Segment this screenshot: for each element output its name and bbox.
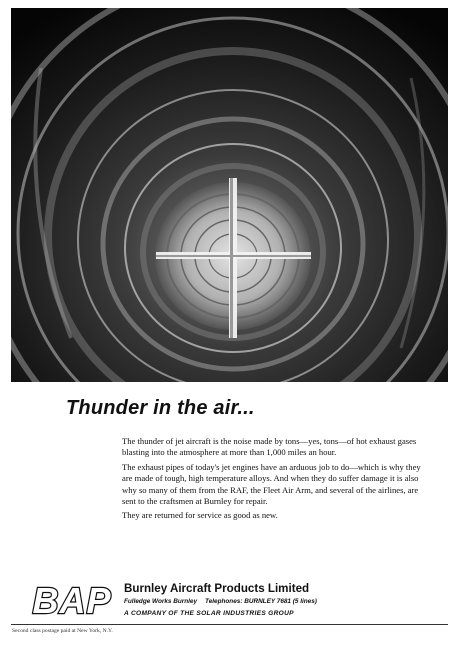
body-paragraph: The thunder of jet aircraft is the noise made by tons—yes, tons—of hot exhaust gases blasting into the atmosphere at more than 1,000 miles an hour. [122,436,417,458]
body-paragraph: They are returned for service as good as new. [122,510,278,521]
postage-note: Second class postage paid at New York, N.Y. [12,628,113,634]
telephone: Telephones: BURNLEY 7681 (5 lines) [205,598,317,605]
footer-divider [11,624,448,625]
group-affiliation: A COMPANY OF THE SOLAR INDUSTRIES GROUP [124,610,294,617]
logo-text: BAP [32,582,112,618]
exhaust-pipe-illustration [11,8,448,382]
jet-exhaust-pipe-photo [11,8,448,382]
works-address: Fulledge Works Burnley [124,598,198,605]
company-name: Burnley Aircraft Products Limited [124,582,310,595]
body-paragraph: The exhaust pipes of today's jet engines have an arduous job to do—which is why they are made of tough, high temperature alloys. And when they do suffer damage it is also why so many of them from the RAF, the Fleet Air Arm, and several of the airlines, are sent to the craftsmen at Burnley for repair. [122,461,421,507]
headline: Thunder in the air... [66,397,255,419]
company-address [124,598,317,605]
bap-logo [24,582,120,618]
body-copy [122,436,422,525]
